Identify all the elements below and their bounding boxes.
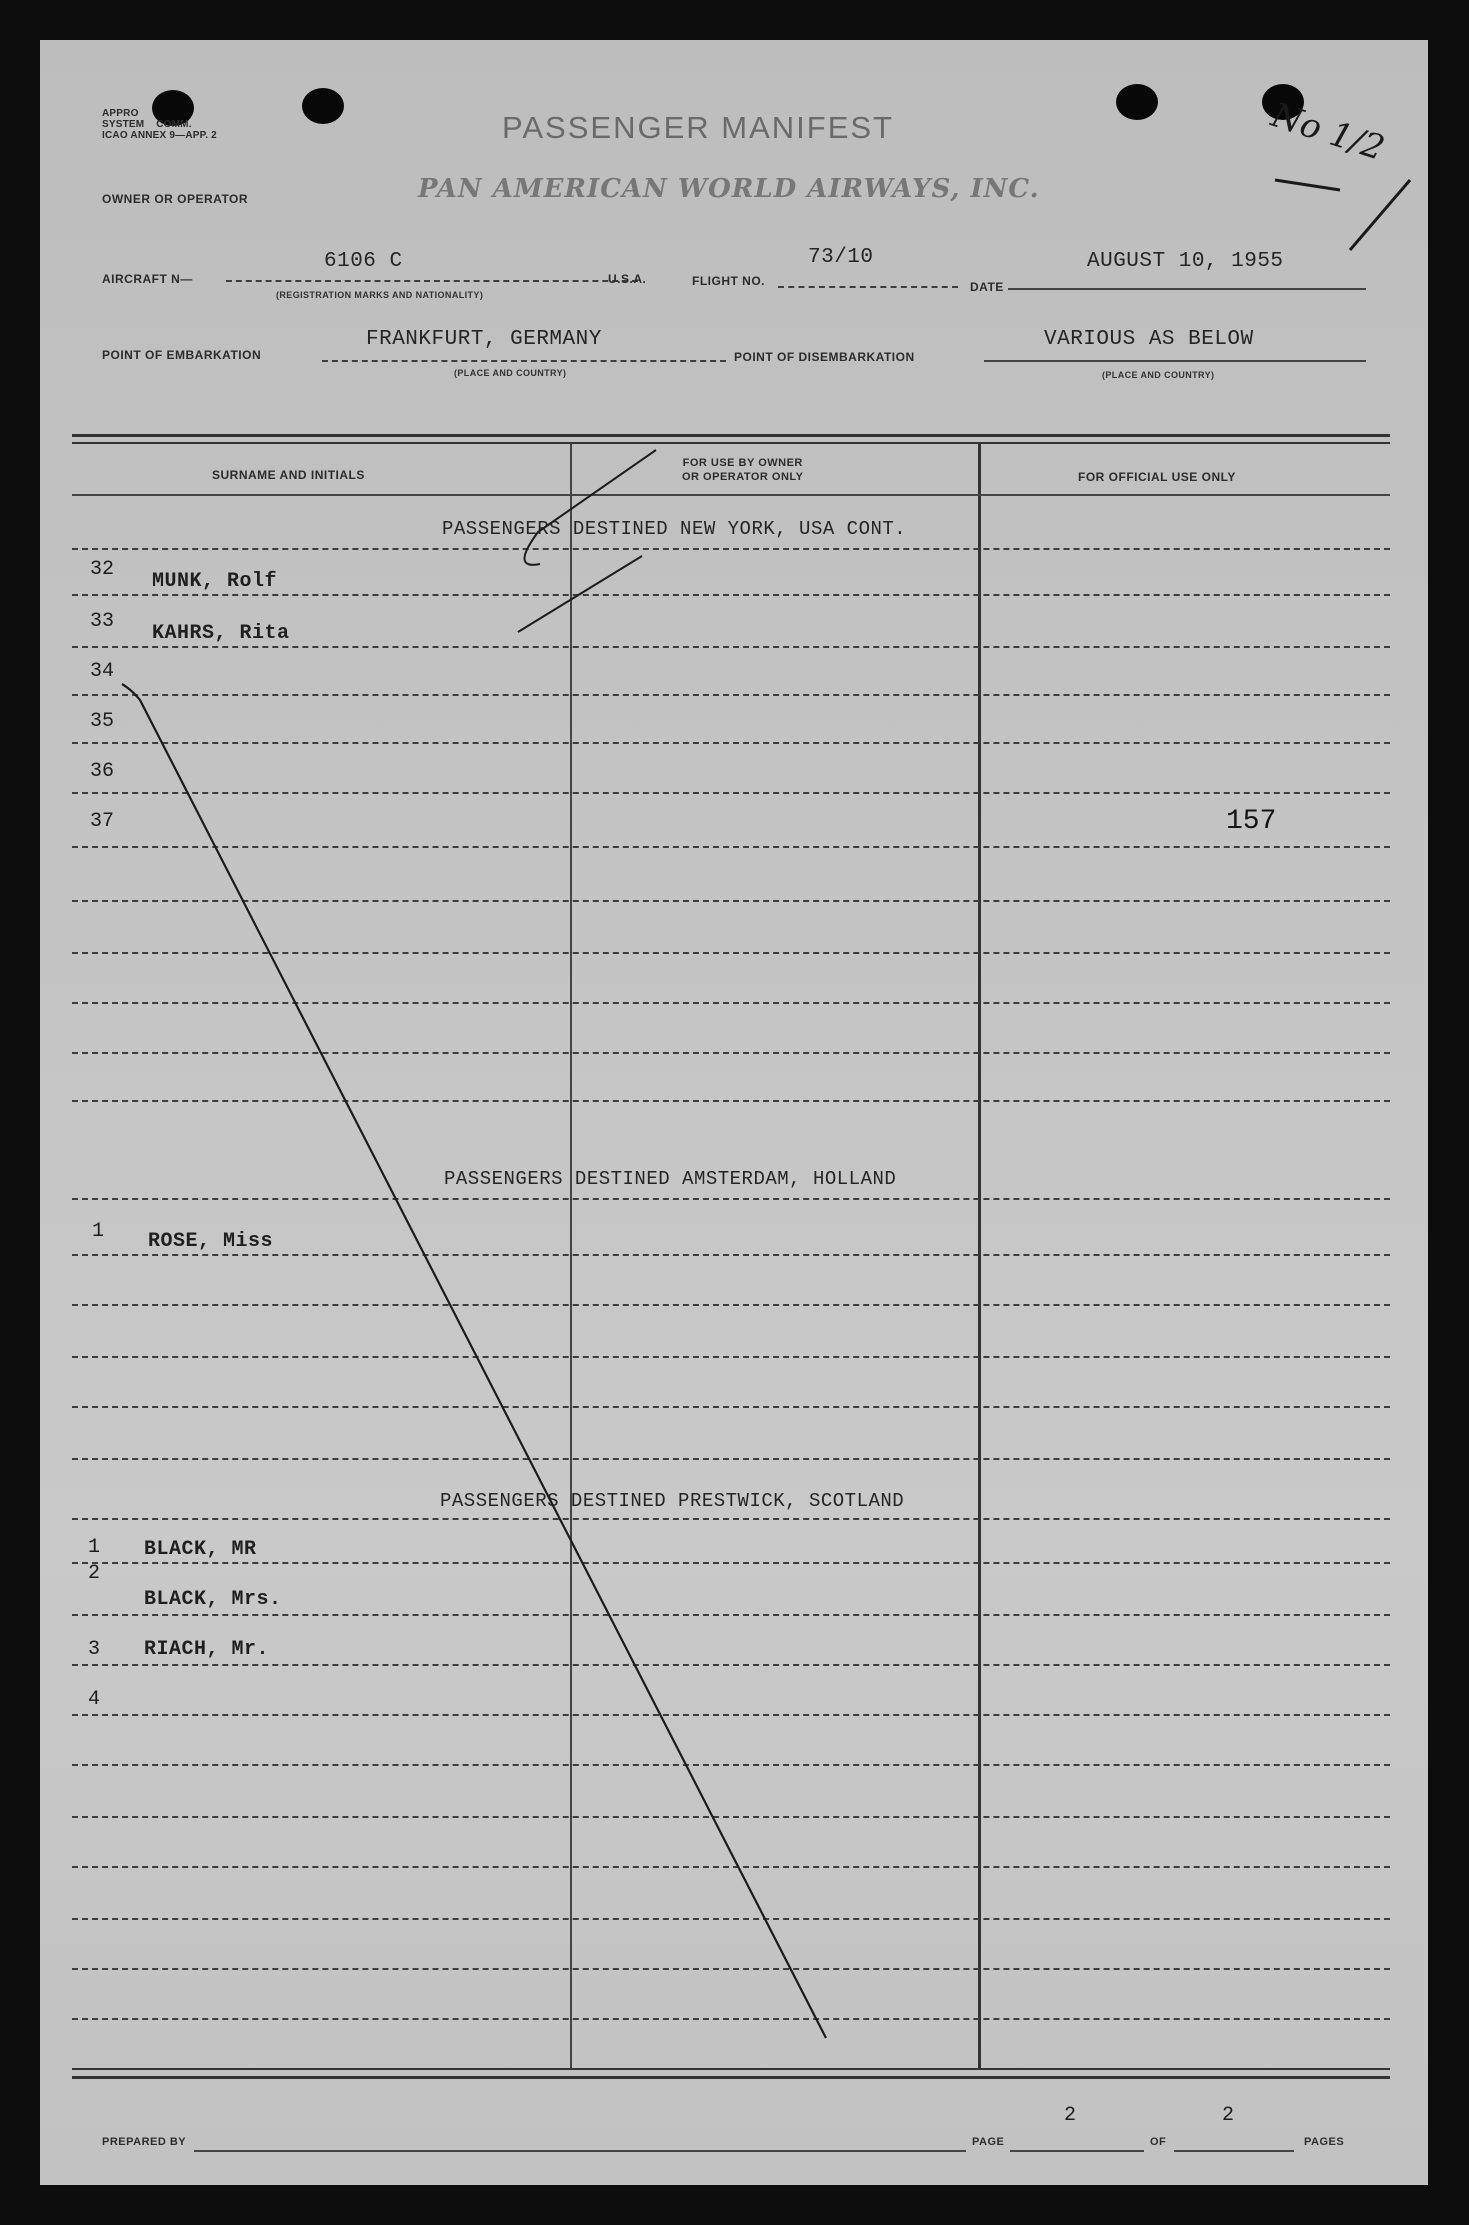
row-number: 1 (88, 1536, 101, 1559)
row-number: 36 (90, 760, 115, 783)
passenger-name: RIACH, Mr. (144, 1638, 270, 1661)
row-number: 1 (92, 1220, 105, 1243)
row-number: 35 (90, 710, 115, 733)
section-heading-amsterdam: PASSENGERS DESTINED AMSTERDAM, HOLLAND (444, 1168, 897, 1190)
page-underline (1010, 2150, 1144, 2152)
page-value: 2 (1064, 2104, 1077, 2127)
manifest-sheet (40, 40, 1428, 2185)
approval-line: SYSTEM COMM. (102, 119, 192, 130)
aircraft-label: AIRCRAFT N— (102, 272, 193, 286)
passenger-name: ROSE, Miss (148, 1230, 274, 1253)
prepared-underline (194, 2150, 966, 2152)
passenger-name: KAHRS, Rita (152, 622, 290, 645)
page-label: PAGE (972, 2136, 1005, 2148)
of-value: 2 (1222, 2104, 1235, 2127)
flight-value: 73/10 (808, 246, 874, 269)
of-label: OF (1150, 2136, 1167, 2148)
section-heading-prestwick: PASSENGERS DESTINED PRESTWICK, SCOTLAND (440, 1490, 905, 1512)
passenger-name: BLACK, MR (144, 1538, 257, 1561)
column-header-surname: SURNAME AND INITIALS (212, 468, 365, 482)
handwritten-ref: No 1/2 (1266, 95, 1390, 169)
owner-label: OWNER OR OPERATOR (102, 192, 249, 206)
usa-label: U.S.A. (608, 272, 647, 286)
date-value: AUGUST 10, 1955 (1087, 250, 1284, 273)
official-value: 157 (1226, 806, 1277, 837)
column-header-official: FOR OFFICIAL USE ONLY (1078, 470, 1236, 484)
row-number: 37 (90, 810, 115, 833)
row-number: 33 (90, 610, 115, 633)
short-strike (518, 556, 642, 632)
approval-line: APPRO (102, 108, 139, 119)
row-number: 3 (88, 1638, 101, 1661)
strike-through-marks (40, 40, 1428, 2185)
row-number: 2 (88, 1562, 101, 1585)
passenger-name: MUNK, Rolf (152, 570, 278, 593)
column-header-owner-use: FOR USE BY OWNER OR OPERATOR ONLY (682, 457, 804, 483)
disembark-label: POINT OF DISEMBARKATION (734, 350, 915, 364)
embark-caption: (PLACE AND COUNTRY) (454, 368, 567, 378)
row-number: 32 (90, 558, 115, 581)
passenger-name: BLACK, Mrs. (144, 1588, 282, 1611)
disembark-value: VARIOUS AS BELOW (1044, 328, 1254, 351)
aircraft-value: 6106 C (324, 250, 403, 273)
prepared-label: PREPARED BY (102, 2136, 187, 2148)
pages-label: PAGES (1304, 2136, 1345, 2148)
row-number: 34 (90, 660, 115, 683)
date-label: DATE (970, 280, 1004, 294)
diagonal-strike-line (122, 684, 826, 2038)
embark-value: FRANKFURT, GERMANY (366, 328, 602, 351)
of-underline (1174, 2150, 1294, 2152)
disembark-caption: (PLACE AND COUNTRY) (1102, 370, 1215, 380)
aircraft-caption: (REGISTRATION MARKS AND NATIONALITY) (276, 290, 484, 300)
page-title: PASSENGER MANIFEST (502, 110, 894, 145)
checkmark-strike (524, 450, 656, 565)
flight-label: FLIGHT NO. (692, 274, 765, 288)
owner-value: PAN AMERICAN WORLD AIRWAYS, INC. (418, 174, 1040, 204)
embark-label: POINT OF EMBARKATION (102, 348, 262, 362)
section-heading-new-york: PASSENGERS DESTINED NEW YORK, USA CONT. (442, 518, 907, 540)
row-number: 4 (88, 1688, 101, 1711)
approval-line: ICAO ANNEX 9—APP. 2 (102, 130, 217, 141)
